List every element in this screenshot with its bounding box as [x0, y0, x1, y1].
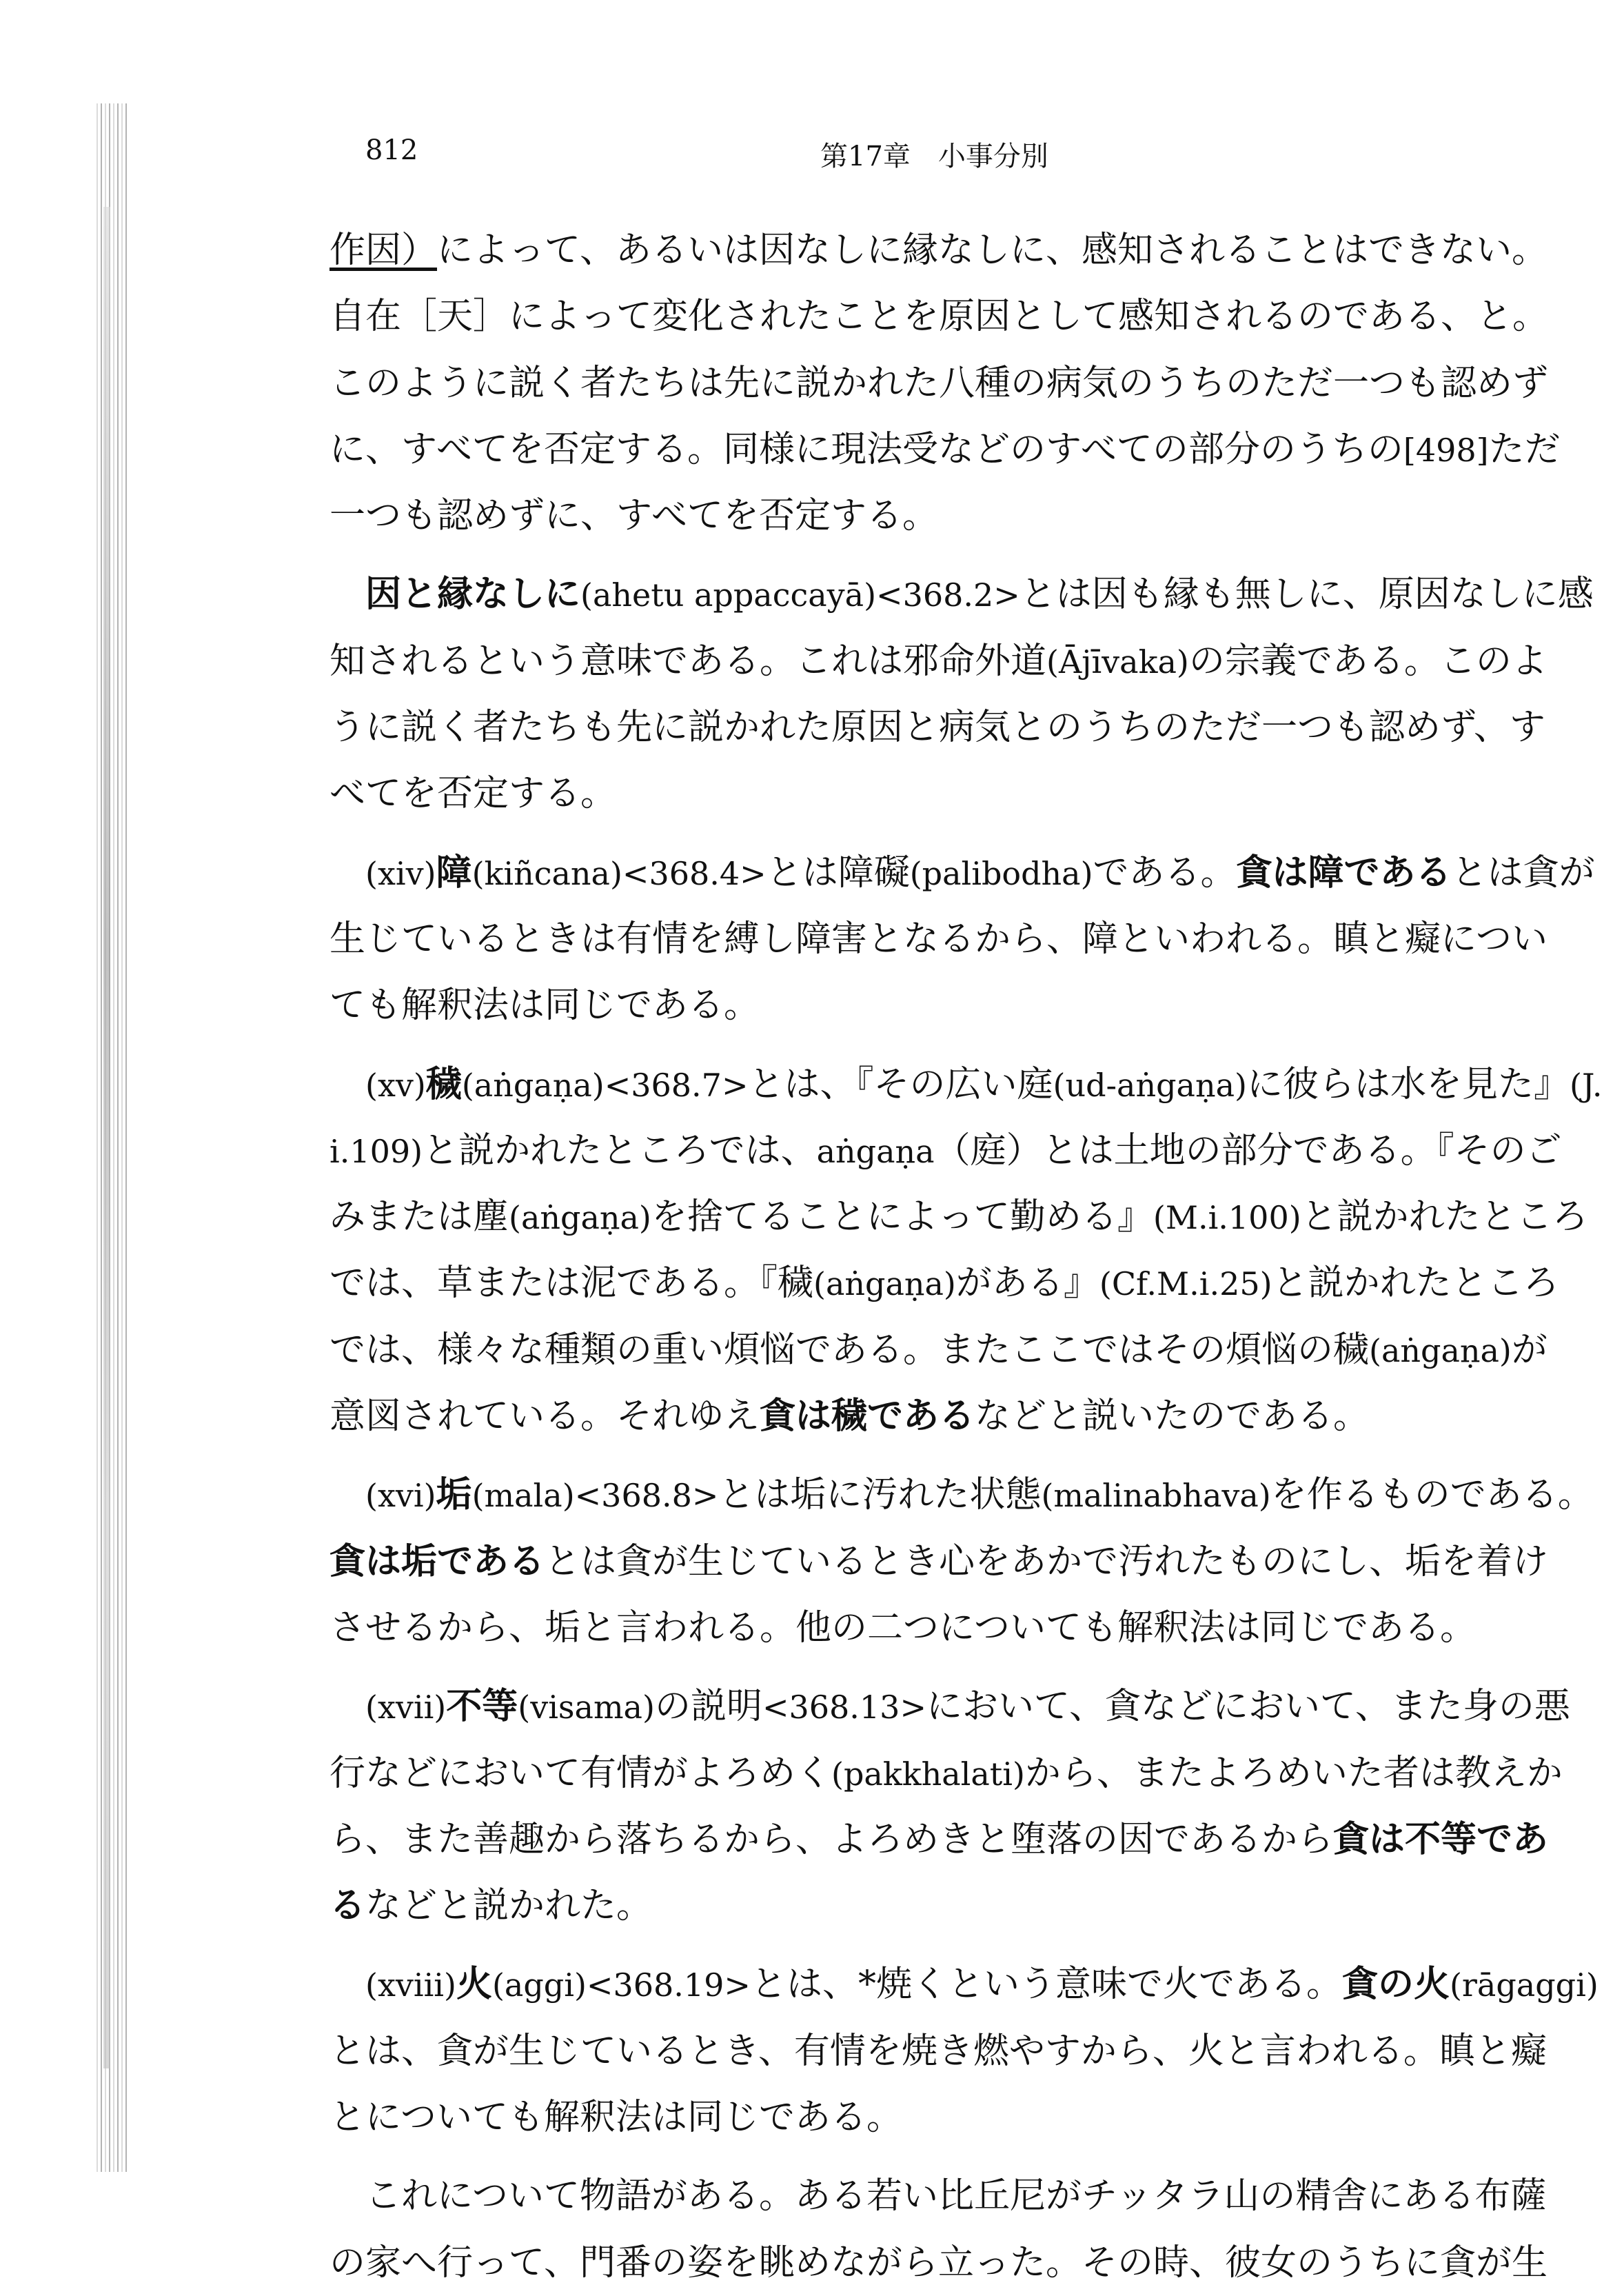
bold-term: 穢 [425, 1063, 462, 1105]
text-segment: などと説いたのである。 [975, 1396, 1370, 1438]
text-segment: 作因） [329, 230, 438, 271]
text-segment: を捨てることによって勤める』 [651, 1196, 1153, 1238]
latin-reference: (palibodha) [909, 854, 1093, 892]
text-segment: とは障礙 [766, 852, 910, 894]
paragraph-gap [329, 1661, 1515, 1673]
text-line [329, 1118, 1562, 1184]
scan-shadow [103, 207, 110, 2068]
text-line [329, 1806, 1549, 1873]
latin-reference: (aggi)<368.19> [491, 1966, 751, 2004]
text-segment: とは因も縁も無しに、原因なしに感 [1019, 574, 1594, 616]
text-segment: が [1511, 1329, 1548, 1371]
text-segment: と説かれたところ [1272, 1262, 1559, 1305]
text-segment: とは貪が [1451, 852, 1595, 894]
text-line [329, 1051, 1603, 1118]
bold-term: 垢 [436, 1473, 472, 1516]
latin-reference: (xvii) [365, 1689, 447, 1726]
paragraph-gap [329, 549, 1515, 561]
text-line [329, 350, 1549, 416]
latin-reference: [498] [1403, 431, 1489, 469]
text-segment: とは、『その広い庭 [748, 1063, 1053, 1105]
text-segment: に彼らは水を見た』 [1246, 1063, 1570, 1105]
bold-term: 貪は穢である [760, 1395, 975, 1438]
latin-reference: (rāgaggi) [1449, 1966, 1599, 2004]
text-segment: を作るものである。 [1270, 1474, 1594, 1516]
latin-reference: (mala)<368.8> [471, 1477, 719, 1515]
text-line [329, 761, 1515, 827]
latin-reference: <368.13> [762, 1689, 926, 1726]
latin-reference: (xv) [365, 1066, 426, 1104]
text-line [329, 906, 1548, 972]
text-segment: うに説く者たちも先に説かれた原因と病気とのうちのただ一つも認めず、す [329, 707, 1545, 749]
text-segment: と説かれたところ [1301, 1196, 1588, 1238]
paragraph-gap [329, 1449, 1515, 1462]
text-segment: とは垢に汚れた状態 [718, 1474, 1042, 1516]
text-line [329, 2018, 1547, 2084]
latin-reference: (aṅgaṇa) [813, 1265, 956, 1303]
text-line [329, 2084, 1515, 2151]
text-line [329, 1184, 1588, 1250]
text-line [329, 840, 1595, 906]
bold-term: 貪は垢である [329, 1540, 545, 1582]
text-segment: （庭）とは土地の部分である。『そのご [934, 1129, 1562, 1171]
text-segment: などと説かれた。 [365, 1885, 653, 1927]
text-segment: によって、あるいは因なしに縁なしに、感知されることはできない。 [437, 230, 1548, 271]
text-segment: と説かれたところでは、 [423, 1129, 817, 1171]
latin-reference: (xviii) [365, 1966, 456, 2004]
latin-reference: (M.i.100) [1153, 1199, 1301, 1237]
text-segment: みまたは塵 [329, 1196, 509, 1238]
latin-reference: (Cf.M.i.25) [1099, 1265, 1272, 1303]
bold-term: 貪は不等であ [1333, 1817, 1549, 1860]
text-segment: べてを否定する。 [329, 773, 617, 815]
running-header [365, 134, 1523, 176]
text-line [329, 416, 1561, 483]
latin-reference: (J. [1570, 1066, 1603, 1104]
text-line [329, 561, 1594, 627]
latin-reference: (ahetu appaccayā)<368.2> [580, 576, 1020, 614]
body-text [329, 217, 1603, 2296]
paragraph-gap [329, 2151, 1515, 2163]
bold-term: 火 [456, 1963, 492, 2006]
latin-reference: (ud-aṅgaṇa) [1053, 1066, 1247, 1104]
bold-term: 障 [436, 851, 472, 894]
text-segment: ただ [1488, 428, 1561, 470]
text-line [329, 1462, 1594, 1528]
latin-reference: (aṅgaṇa) [509, 1199, 651, 1237]
text-segment: では、様々な種類の重い煩悩である。またここではその煩悩の穢 [329, 1329, 1370, 1371]
text-segment: 意図されている。それゆえ [329, 1396, 760, 1438]
text-segment: 自在［天］によって変化されたことを原因として感知されるのである、と。 [329, 296, 1549, 338]
text-segment: 生じているときは有情を縛し障害となるから、障といわれる。瞋と癡につい [329, 918, 1548, 960]
text-segment: 一つも認めずに、すべてを否定する。 [329, 495, 938, 537]
text-segment: から、またよろめいた者は教えか [1024, 1752, 1563, 1794]
text-line [329, 1250, 1559, 1316]
text-segment: の説明 [654, 1686, 762, 1728]
text-segment: このように説く者たちは先に説かれた八種の病気のうちのただ一つも認めず [329, 362, 1549, 404]
text-segment: とについても解釈法は同じである。 [329, 2097, 902, 2139]
paragraph-gap [329, 1939, 1515, 1951]
text-segment: とは貪が生じているとき心をあかで汚れたものにし、垢を着け [545, 1540, 1549, 1582]
text-line [329, 1740, 1563, 1806]
text-line [329, 1951, 1599, 2017]
latin-reference: (pakkhalati) [831, 1755, 1025, 1793]
text-line [329, 1383, 1515, 1449]
text-line [329, 694, 1545, 761]
latin-reference: (malinabhava) [1041, 1477, 1271, 1515]
text-line [329, 972, 1515, 1038]
text-line [329, 483, 1515, 549]
text-line [329, 628, 1548, 694]
bold-term: 貪は障である [1236, 851, 1452, 894]
text-segment: とは、貪が生じているとき、有情を焼き燃やすから、火と言われる。瞋と癡 [329, 2030, 1547, 2072]
text-line [329, 2163, 1547, 2229]
bold-term: 不等 [446, 1685, 518, 1728]
text-segment: に、すべてを否定する。同様に現法受などのすべての部分のうちの [329, 428, 1403, 470]
latin-reference: i.109) [329, 1132, 423, 1170]
text-segment: である。 [1093, 852, 1237, 894]
text-segment: 行などにおいて有情がよろめく [329, 1752, 832, 1794]
text-segment: では、草または泥である。『穢 [329, 1262, 814, 1305]
text-segment: させるから、垢と言われる。他の二つについても解釈法は同じである。 [329, 1607, 1476, 1649]
latin-reference: (aṅgaṇa) [1369, 1331, 1512, 1369]
paragraph-gap [329, 1039, 1515, 1051]
text-line [329, 1595, 1515, 1661]
bold-term: 貪の火 [1341, 1963, 1450, 2006]
text-segment: がある』 [955, 1262, 1099, 1305]
latin-reference: (xvi) [365, 1477, 436, 1515]
text-line [329, 217, 1548, 283]
text-segment: 知されるという意味である。これは邪命外道 [329, 640, 1047, 682]
latin-reference: (Ājīvaka) [1046, 643, 1189, 681]
latin-reference: (xiv) [365, 854, 436, 892]
text-segment: の家へ行って、門番の姿を眺めながら立った。その時、彼女のうちに貪が生 [329, 2242, 1548, 2284]
text-line [329, 2230, 1548, 2296]
text-segment: において、貪などにおいて、また身の悪 [926, 1686, 1570, 1728]
text-segment: の宗義である。このよ [1188, 640, 1548, 682]
latin-reference: aṅgaṇa [816, 1132, 935, 1170]
text-line [329, 1529, 1549, 1595]
latin-reference: (visama) [518, 1689, 655, 1726]
latin-reference: (kiñcana)<368.4> [471, 854, 767, 892]
text-line [329, 1317, 1548, 1383]
text-line [329, 1673, 1570, 1740]
bold-term: る [329, 1884, 366, 1927]
text-segment: とは、*焼くという意味で火である。 [750, 1964, 1342, 2006]
text-segment: ても解釈法は同じである。 [329, 985, 760, 1027]
text-segment: ら、また善趣から落ちるから、よろめきと堕落の因であるから [329, 1818, 1334, 1860]
paragraph-gap [329, 827, 1515, 840]
text-segment: これについて物語がある。ある若い比丘尼がチッタラ山の精舎にある布薩 [365, 2175, 1547, 2217]
latin-reference: (aṅgaṇa)<368.7> [461, 1066, 749, 1104]
chapter-title: 第17章 小事分別 [820, 141, 1048, 172]
scan-binding-edge [97, 103, 128, 2172]
bold-term: 因と縁なしに [365, 573, 581, 616]
text-line [329, 1873, 1515, 1939]
page-number: 812 [365, 134, 418, 166]
text-line [329, 283, 1549, 350]
